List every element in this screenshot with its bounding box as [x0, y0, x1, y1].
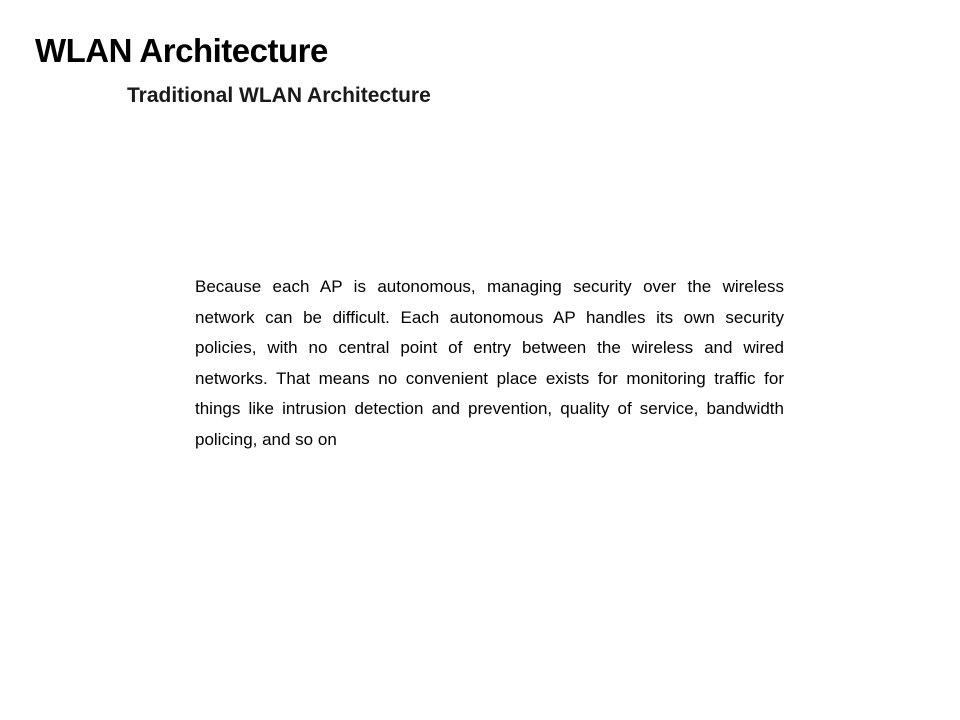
slide-body-text: Because each AP is autonomous, managing security over the wireless network can be difficult. Each autonomous AP handles its own security policies, with no central point of entry between the wireless and wired networks. That means no convenient place exists for monitoring traffic for things like intrusion detection and prevention, quality of service, bandwidth policing, and so on	[195, 277, 784, 449]
slide-subtitle: Traditional WLAN Architecture	[127, 84, 431, 107]
slide-title: WLAN Architecture	[35, 32, 328, 69]
